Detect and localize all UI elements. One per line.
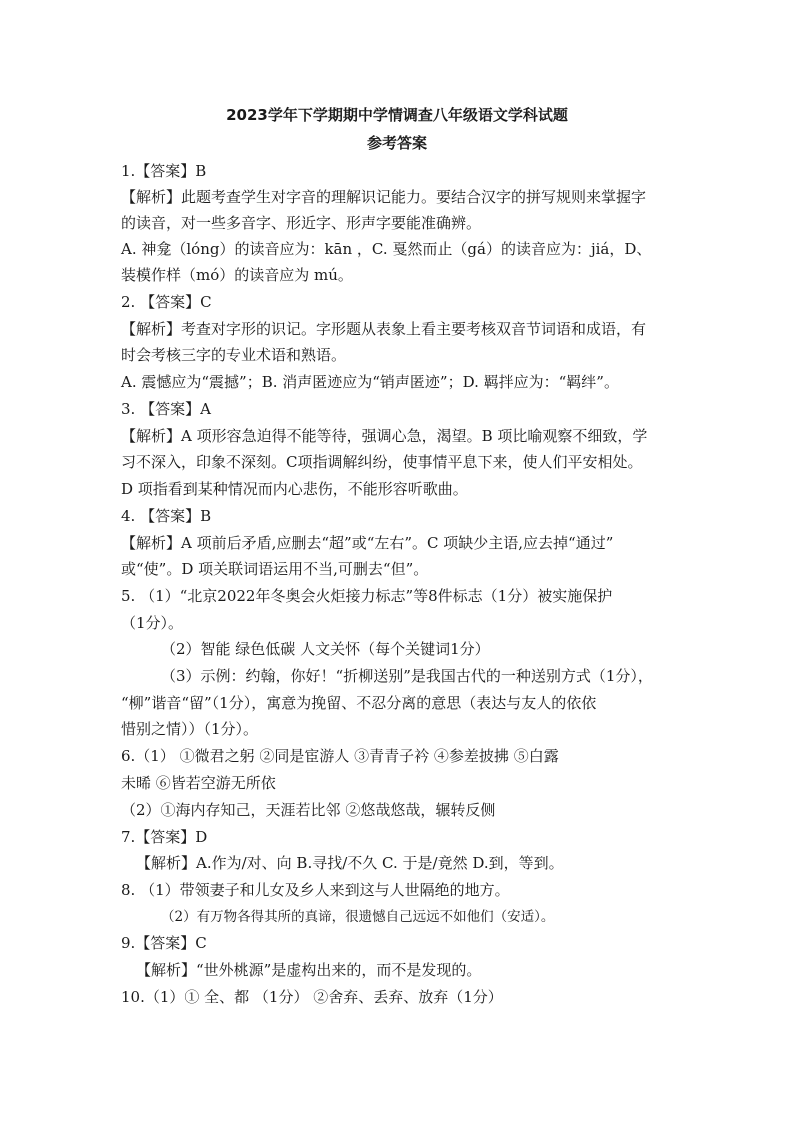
answer-line: 【解析】A 项前后矛盾,应删去“超”或“左右”。C 项缺少主语,应去掉“通过” xyxy=(121,534,614,552)
answer-line: 【解析】A 项形容急迫得不能等待，强调心急，渴望。B 项比喻观察不细致，学 xyxy=(121,427,648,445)
answer-line: （2）有万物各得其所的真谛，很遗憾自己远远不如他们（安适）。 xyxy=(161,909,555,925)
answer-line: （2）智能 绿色低碳 人文关怀（每个关键词1分） xyxy=(161,640,490,658)
answer-line: 时会考核三字的专业术语和熟语。 xyxy=(121,346,347,364)
answer-line: “柳”谐音“留”（1分），寓意为挽留、不忍分离的意思（表达与友人的依依 xyxy=(121,694,597,712)
answer-line: （2）①海内存知己，天涯若比邻 ②悠哉悠哉，辗转反侧 xyxy=(121,801,496,819)
answer-line: 7.【答案】D xyxy=(121,828,208,846)
answer-line: 1.【答案】B xyxy=(121,162,207,180)
answer-line: 习不深入，印象不深刻。C项指调解纠纷，使事情平息下来，使人们平安相处。 xyxy=(121,453,643,471)
answer-line: 3. 【答案】A xyxy=(121,400,211,418)
document-title: 2023学年下学期期中学情调查八年级语文学科试题 xyxy=(226,106,568,124)
answer-line: （3）示例：约翰，你好！“折柳送别”是我国古代的一种送别方式（1分）， xyxy=(161,667,653,685)
answer-line: 或“使”。D 项关联词语运用不当,可删去“但”。 xyxy=(121,560,429,578)
answer-line: 9.【答案】C xyxy=(121,934,207,952)
answer-line: 6.（1） ①微君之躬 ②同是宦游人 ③青青子衿 ④参差披拂 ⑤白露 xyxy=(121,747,559,765)
answer-line: 5. （1）“北京2022年冬奥会火炬接力标志”等8件标志（1分）被实施保护 xyxy=(121,587,613,605)
document-subtitle: 参考答案 xyxy=(366,134,427,152)
answer-line: 未晞 ⑥皆若空游无所依 xyxy=(121,774,276,792)
answer-line: 装模作样（mó）的读音应为 mú。 xyxy=(121,266,353,284)
answer-line: 10.（1）① 全、都 （1分） ②舍弃、丢弃、放弃（1分） xyxy=(121,988,503,1006)
answer-line: 8. （1）带领妻子和儿女及乡人来到这与人世隔绝的地方。 xyxy=(121,881,510,899)
answer-line: 【解析】“世外桃源”是虚构出来的，而不是发现的。 xyxy=(136,961,482,979)
answer-line: 的读音，对一些多音字、形近字、形声字要能准确辨。 xyxy=(121,214,482,232)
answer-line: 【解析】A.作为/对、向 B.寻找/不久 C. 于是/竟然 D.到，等到。 xyxy=(136,854,564,872)
answer-line: 2. 【答案】C xyxy=(121,293,212,311)
answer-line: 【解析】此题考查学生对字音的理解识记能力。要结合汉字的拼写规则来掌握字 xyxy=(121,188,647,206)
answer-line: （1分）。 xyxy=(121,614,184,632)
answer-line: 【解析】考查对字形的识记。字形题从表象上看主要考核双音节词语和成语，有 xyxy=(121,320,647,338)
answer-line: 4. 【答案】B xyxy=(121,507,212,525)
answer-line: A. 神龛（lóng）的读音应为：kān ，C. 戛然而止（gá）的读音应为：jiá，D、 xyxy=(121,240,652,258)
answer-line: A. 震憾应为“震撼”；B. 消声匿迹应为“销声匿迹”；D. 羁拌应为：“羁绊”。 xyxy=(121,373,619,391)
answer-line: 惜别之情））（1分）。 xyxy=(121,720,259,738)
answer-line: D 项指看到某种情况而内心悲伤，不能形容听歌曲。 xyxy=(121,480,468,498)
